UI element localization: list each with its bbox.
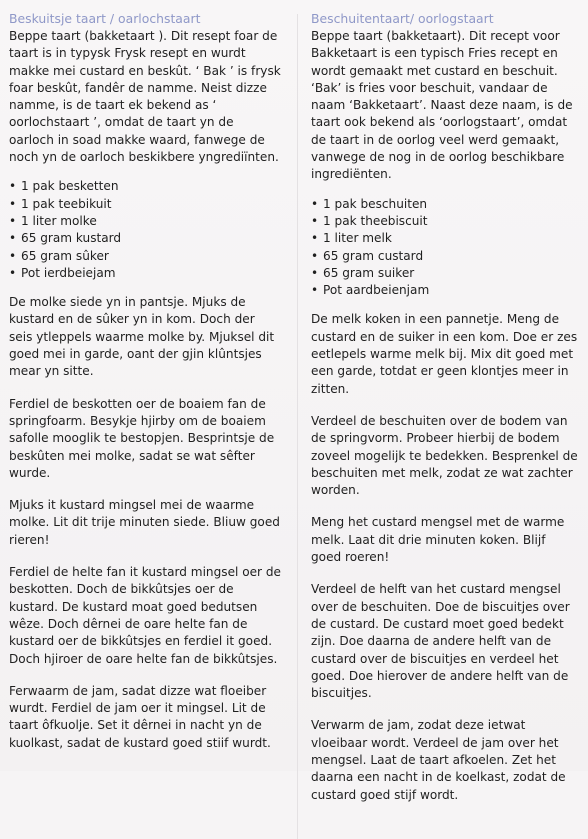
dutch-step-paragraph: Verdeel de beschuiten over de bodem van de springvorm. Probeer hierbij de bodem zoveel mogelijk te bedekken. Besprenkel de beschuiten met melk, zodat ze wat zachter worden. xyxy=(311,413,578,498)
ingredient-item: • 1 liter melk xyxy=(311,230,579,247)
ingredient-item: • Pot ierdbeiejam xyxy=(9,265,281,282)
frisian-step-paragraph: De molke siede yn in pantsje. Mjuks de kustard en de sûker yn in kom. Doch der seis ytleppels waarme molke by. Mjuksel dit goed mei in garde, oant der gjin klûntsjes mear yn sitte. xyxy=(9,295,275,379)
dutch-recipe-title: Beschuitentaart/ oorlogstaart xyxy=(311,11,494,26)
frisian-recipe-column xyxy=(9,10,281,767)
frisian-step-paragraph: Ferdiel de beskotten oer de boaiem fan de springfoarm. Besykje hjirby om de boaiem safolle mooglik te bestopjen. Besprintsje de beskûten mei molke, sadat se wat sêfter wurde. xyxy=(9,396,275,480)
dutch-step-paragraph: Verwarm de jam, zodat deze ietwat vloeibaar wordt. Verdeel de jam over het mengsel. Laat de taart afkoelen. Zet het daarna een nacht in de koelkast, zodat de custard goed stijf wordt. xyxy=(311,718,566,802)
dutch-step-paragraph: De melk koken in een pannetje. Meng de custard en de suiker in een kom. Doe er zes eetlepels warme melk bij. Mix dit goed met een garde, totdat er geen klontjes meer in zitten. xyxy=(311,312,578,396)
ingredient-item: • 1 liter molke xyxy=(9,213,281,230)
ingredient-item: • 65 gram suiker xyxy=(311,265,579,282)
ingredient-item: • Pot aardbeienjam xyxy=(311,282,579,299)
frisian-step-paragraph: Ferwaarm de jam, sadat dizze wat floeiber wurdt. Ferdiel de jam oer it mingsel. Lit de taart ôfkuolje. Set it dêrnei in nacht yn de kuolkast, sadat de kustard goed stiif wurdt. xyxy=(9,683,271,750)
frisian-step-paragraph: Mjuks it kustard mingsel mei de waarme molke. Lit dit trije minuten siede. Bliuw goed rieren! xyxy=(9,498,280,547)
ingredient-item: • 1 pak besketten xyxy=(9,178,281,195)
frisian-step-paragraph: Ferdiel de helte fan it kustard mingsel oer de beskotten. Doch de bikkûtsjes oer de kustard. De kustard moat goed bedutsen wêze. Doch dêrnei de oare helte fan de kustard oer de bikkûtsjes en ferdiel it goed. Doch hjiroer de oare helte fan de bikkûtsjes. xyxy=(9,565,281,666)
dutch-intro-text: Beppe taart (bakketaart). Dit recept voor Bakketaart is een typisch Fries recept en wordt gemaakt met custard en beschuit. ‘Bak’ is fries voor beschuit, vandaar de naam ‘Bakketaart’. Naast deze naam, is de taart ook bekend als ‘oorlogstaart’, omdat de taart in de oorlog veel werd gemaakt, vanwege de nog in de oorlog beschikbare ingrediënten. xyxy=(311,29,573,182)
frisian-ingredient-list xyxy=(9,178,281,282)
frisian-intro-text: Beppe taart (bakketaart ). Dit resept foar de taart is in typysk Frysk resept en wurdt makke mei custard en beskût. ‘ Bak ’ is frysk foar beskût, fandêr de namme. Neist dizze namme, is de taart ek bekend as ‘ oorlochstaart ’, omdat de taart yn de oarloch in soad makke waard, fanwege de noch yn de oarloch beskikbere yngrediïnten. xyxy=(9,29,281,165)
ingredient-item: • 1 pak theebiscuit xyxy=(311,213,579,230)
frisian-recipe-title: Beskuitsje taart / oarlochstaart xyxy=(9,11,201,26)
ingredient-item: • 65 gram sûker xyxy=(9,248,281,265)
dutch-step-paragraph: Verdeel de helft van het custard mengsel over de beschuiten. Doe de biscuitjes over de custard. De custard moet goed bedekt zijn. Doe daarna de andere helft van de custard over de biscuitjes en verdeel het goed. Doe hierover de andere helft van de biscuitjes. xyxy=(311,582,570,701)
ingredient-item: • 1 pak teebikuit xyxy=(9,196,281,213)
dutch-ingredient-list xyxy=(311,196,579,300)
dutch-recipe-column xyxy=(311,10,579,819)
dutch-step-paragraph: Meng het custard mengsel met de warme melk. Laat dit drie minuten koken. Blijf goed roeren! xyxy=(311,515,565,565)
ingredient-item: • 65 gram custard xyxy=(311,248,579,265)
ingredient-item: • 1 pak beschuiten xyxy=(311,196,579,213)
ingredient-item: • 65 gram kustard xyxy=(9,230,281,247)
